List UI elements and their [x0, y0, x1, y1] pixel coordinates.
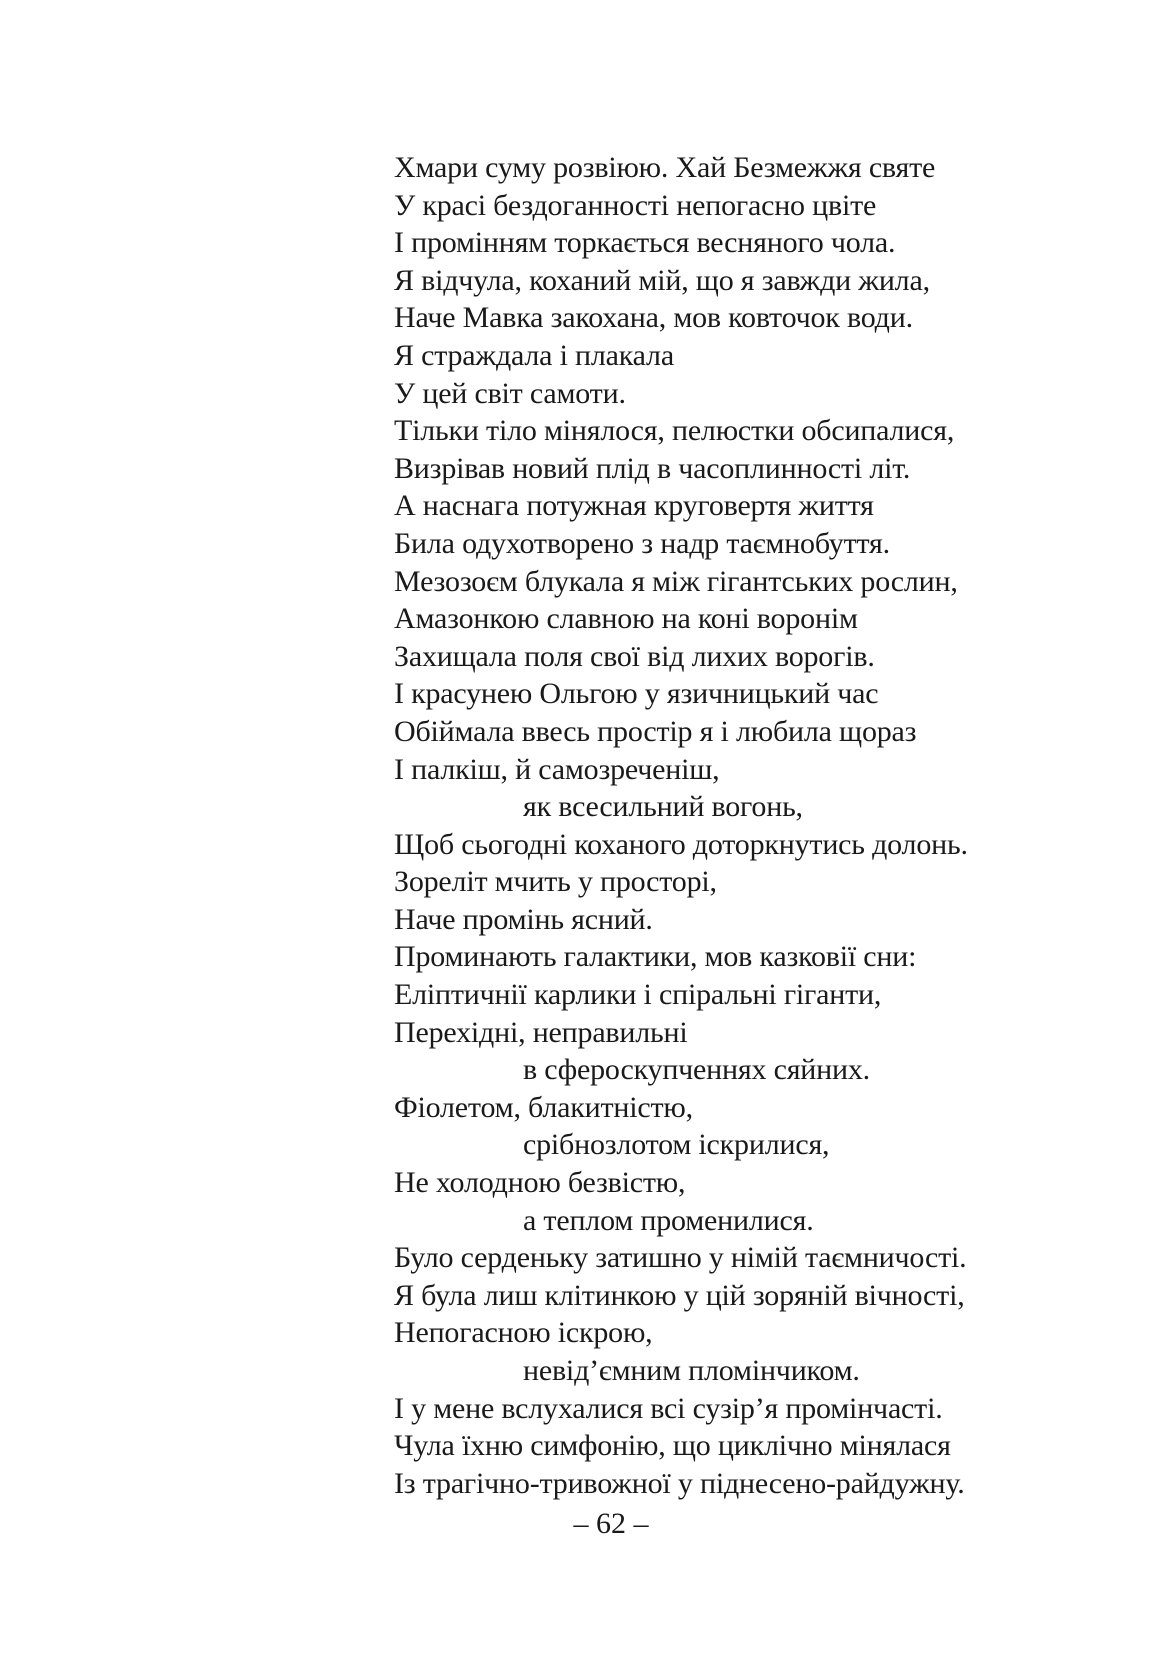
poem-line: Я була лиш клітинкою у цій зоряній вічності,: [394, 1278, 965, 1312]
poem-text: [394, 149, 1134, 1502]
poem-line: Еліптичнії карлики і спіральні гіганти,: [394, 978, 882, 1012]
poem-line: як всесильний вогонь,: [523, 790, 803, 824]
poem-line: І палкіш, й самозреченіш,: [394, 752, 720, 786]
poem-line: І красунею Ольгою у язичницький час: [394, 677, 879, 711]
poem-line: Щоб сьогодні коханого доторкнутись долонь.: [394, 827, 968, 861]
poem-line: невід’ємним пломінчиком.: [523, 1354, 860, 1387]
poem-line: Хмари суму розвiюю. Хай Безмежжя святе: [394, 151, 936, 184]
poem-line: Було серденьку затишно у німій таємничості.: [394, 1241, 967, 1275]
poem-line: Я страждала і плакала: [394, 338, 674, 372]
poem-line: Тільки тіло мінялося, пелюстки обсипалися,: [394, 414, 955, 448]
poem-line: І у мене вслухалися всі сузір’я промінчасті.: [394, 1391, 943, 1425]
poem-line: Мезозоєм блукала я між гігантських рослин,: [394, 564, 958, 598]
poem-line: а теплом променилися.: [523, 1203, 814, 1237]
poem-line: в сфероскупченнях сяйних.: [523, 1053, 870, 1087]
poem-line: У цей світ самоти.: [394, 376, 626, 410]
poem-line: Фіолетом, блакитністю,: [394, 1090, 693, 1124]
page-number: – 62 –: [573, 1507, 649, 1540]
poem-line: У красі бездоганності непогасно цвіте: [394, 188, 877, 222]
poem-line: Визрівав новий плід в часоплинності літ.: [394, 451, 911, 485]
poem-line: Зореліт мчить у просторі,: [394, 865, 717, 899]
poem-line: Амазонкою славною на коні воронім: [394, 602, 858, 636]
poem-line: Наче промінь ясний.: [394, 902, 653, 936]
poem-line: Із трагічно-тривожної у піднесено-райдужну.: [394, 1466, 965, 1500]
poem-line: Перехідні, неправильні: [394, 1015, 688, 1049]
poem-line: Я відчула, коханий мій, що я завжди жила,: [394, 263, 930, 297]
poem-line: Била одухотворено з надр таємнобуття.: [394, 526, 890, 560]
poem-line: Проминають галактики, мов казковії сни:: [394, 940, 917, 974]
poem-line: Непогасною іскрою,: [394, 1316, 653, 1350]
poem-line: А наснага потужная круговертя життя: [394, 489, 874, 523]
poem-line: Не холодною безвістю,: [394, 1166, 686, 1200]
poem-line: Чула їхню симфонію, що циклічно мінялася: [394, 1429, 951, 1463]
poem-line: Захищала поля свої від лихих ворогів.: [394, 639, 875, 673]
poem-line: Наче Мавка закохана, мов ковточок води.: [394, 301, 913, 335]
poem-line: Обіймала ввесь простір я і любила щораз: [394, 714, 917, 748]
poem-line: срібнозлотом іскрилися,: [523, 1128, 830, 1162]
poem-line: І промінням торкається весняного чола.: [394, 226, 896, 260]
